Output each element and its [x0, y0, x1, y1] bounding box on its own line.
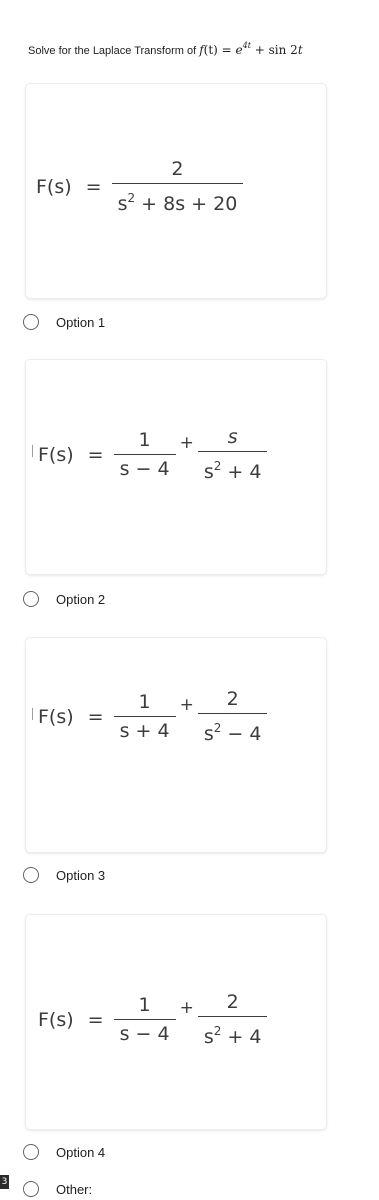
option-3[interactable] [23, 867, 105, 883]
denominator [114, 1019, 176, 1045]
fraction [198, 426, 268, 483]
fraction [114, 994, 176, 1045]
plus-sign: + [250, 43, 269, 57]
sin-term: sin 2 [268, 43, 298, 57]
radio-button[interactable] [23, 314, 39, 330]
option-4[interactable] [23, 1144, 105, 1160]
radio-button[interactable] [23, 591, 39, 607]
exp-power: 4t [242, 41, 251, 50]
den-rest: + 4 [221, 1026, 262, 1048]
option-label: Option 4 [56, 1144, 106, 1160]
option-label: Other: [56, 1181, 93, 1197]
option-4-image[interactable] [26, 915, 326, 1129]
plus-sign: + [179, 997, 194, 1018]
text-cursor [32, 708, 33, 720]
denominator [112, 183, 244, 215]
option-2[interactable] [23, 591, 105, 607]
denominator [198, 713, 268, 745]
option-2-image[interactable] [26, 360, 326, 574]
question-function [199, 43, 302, 57]
option-3-image[interactable] [26, 638, 326, 852]
fraction [198, 688, 268, 745]
fraction [198, 991, 268, 1048]
den-rest: + 8s + 20 [135, 193, 238, 215]
den-power: 2 [213, 721, 222, 735]
equals-sign: = [217, 43, 236, 57]
plus-sign: + [179, 694, 194, 715]
den-rest: − 4 [221, 723, 262, 745]
radio-button[interactable] [23, 1144, 39, 1160]
radio-button[interactable] [23, 867, 39, 883]
function-arg: (t) [203, 43, 218, 57]
den-base: s [203, 1026, 214, 1048]
numerator: 2 [226, 688, 239, 710]
den-base: s [203, 723, 214, 745]
option-other[interactable] [23, 1181, 92, 1197]
option-label: Option 1 [56, 314, 106, 330]
equation-lhs: F(s) [38, 443, 74, 466]
den-base: s − 4 [119, 458, 170, 480]
den-rest: + 4 [221, 461, 262, 483]
equals-sign: = [87, 443, 104, 466]
numerator: 2 [171, 158, 184, 180]
den-power: 2 [213, 459, 222, 473]
side-tab-badge[interactable]: 3 [1, 1177, 8, 1187]
den-base: s [203, 461, 214, 483]
equals-sign: = [87, 1008, 104, 1031]
equation [38, 688, 267, 745]
den-base: s + 4 [119, 720, 170, 742]
denominator [198, 1016, 268, 1048]
equals-sign: = [85, 175, 102, 198]
fraction [114, 691, 176, 742]
den-base: s − 4 [119, 1023, 170, 1045]
equals-sign: = [87, 705, 104, 728]
function-name: f [199, 43, 204, 57]
text-cursor [32, 445, 33, 457]
option-label: Option 3 [56, 867, 106, 883]
option-1-image[interactable] [26, 84, 326, 298]
equation [38, 991, 267, 1048]
option-1[interactable] [23, 314, 105, 330]
den-power: 2 [213, 1024, 222, 1038]
fraction [112, 158, 244, 215]
denominator [198, 451, 268, 483]
fraction [114, 429, 176, 480]
question-text [28, 38, 373, 59]
numerator: s [227, 426, 238, 448]
plus-sign: + [179, 432, 194, 453]
denominator [114, 716, 176, 742]
sin-var: t [297, 43, 303, 57]
radio-button[interactable] [23, 1181, 39, 1197]
equation [36, 158, 243, 215]
equation-lhs: F(s) [36, 175, 72, 198]
den-base: s [117, 193, 128, 215]
equation [38, 426, 267, 483]
question-prefix: Solve for the Laplace Transform of [28, 45, 200, 57]
equation-lhs: F(s) [38, 705, 74, 728]
denominator [114, 454, 176, 480]
den-power: 2 [127, 191, 136, 205]
equation-lhs: F(s) [38, 1008, 74, 1031]
numerator: 1 [138, 994, 151, 1016]
option-label: Option 2 [56, 591, 106, 607]
numerator: 1 [138, 691, 151, 713]
numerator: 1 [138, 429, 151, 451]
exp-base: e [235, 43, 243, 57]
numerator: 2 [226, 991, 239, 1013]
